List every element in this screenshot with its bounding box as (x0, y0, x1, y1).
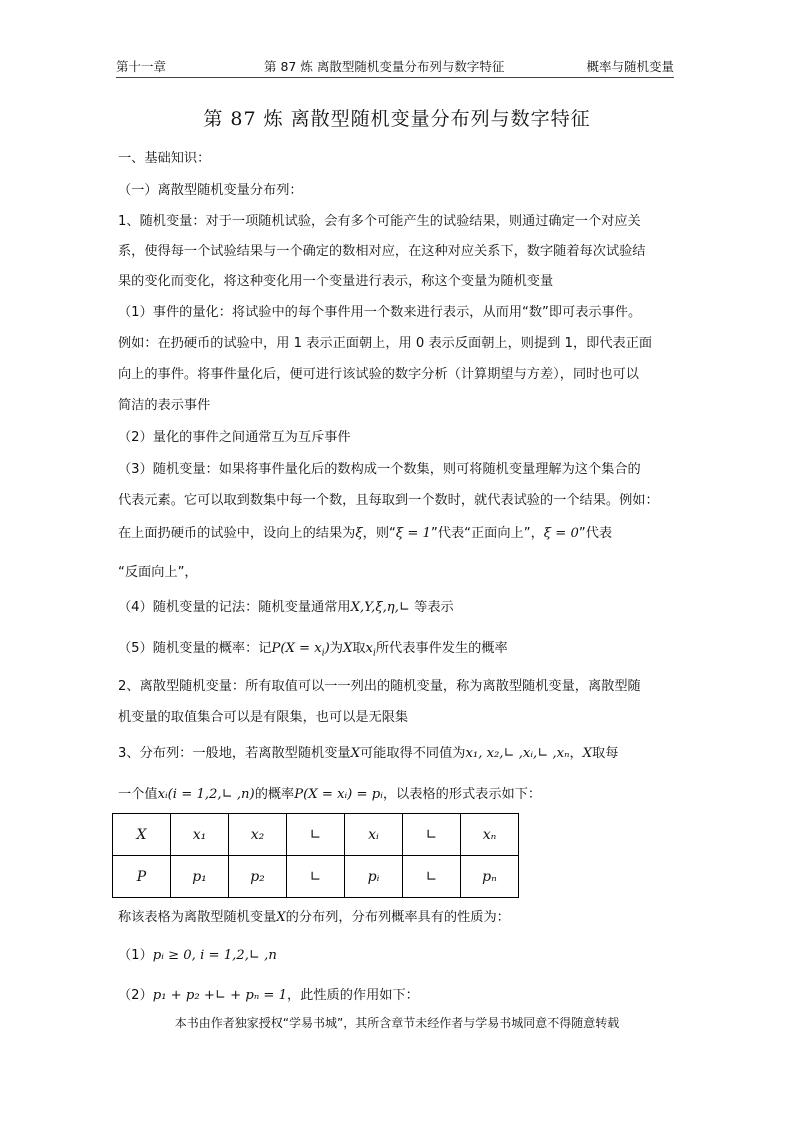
text: 所代表事件发生的概率 (375, 641, 508, 656)
text: 取每 (592, 746, 619, 761)
math-prob-eq: P(X = xᵢ) = pᵢ (294, 787, 383, 802)
table-cell: ∟ (403, 814, 461, 856)
text: ”代表“正面向上”， (430, 526, 544, 541)
math-values: x₁, x₂,∟ ,xᵢ,∟ ,xₙ (465, 746, 570, 761)
distribution-table (112, 813, 519, 898)
paragraph-line: 向上的事件。将事件量化后，便可进行该试验的数字分析（计算期望与方差），同时也可以 (118, 367, 639, 382)
math-x: x (365, 641, 373, 656)
table-cell: x₁ (171, 814, 229, 856)
paragraph-line-with-math (118, 522, 612, 541)
text: ，以表格的形式表示如下： (382, 787, 542, 802)
paragraph-line: 代表元素。它可以取到数集中每一个数，且每取到一个数时，就代表试验的一个结果。例如： (118, 493, 659, 508)
paragraph-line: 例如：在扔硬币的试验中，用 1 表示正面朝上，用 0 表示反面朝上，则提到 1，即代表正面 (118, 336, 653, 351)
math-xi-eq-0: ξ = 0 (543, 526, 579, 541)
paragraph-line: （3）随机变量：如果将事件量化后的数构成一个数集，则可将随机变量理解为这个集合的 (118, 462, 641, 477)
text: 一个值 (118, 787, 158, 802)
paragraph-line-with-math (118, 984, 419, 1003)
table-cell: xₙ (461, 814, 519, 856)
paragraph-line: （2）量化的事件之间通常互为互斥事件 (118, 430, 351, 445)
text: 可能取得不同值为 (359, 746, 466, 761)
table-row (113, 856, 519, 898)
header-chapter: 第十一章 (116, 59, 167, 74)
math-xi-range: xᵢ(i = 1,2,∟ ,n) (157, 787, 255, 802)
math-property-2: p₁ + p₂ +∟ + pₙ = 1 (152, 988, 287, 1003)
math-xi: ξ (355, 526, 363, 541)
text: 的分布列，分布列概率具有的性质为： (285, 910, 510, 925)
table-cell: p₂ (229, 856, 287, 898)
paragraph-line-with-math (118, 944, 277, 963)
text: ，此性质的作用如下： (287, 988, 419, 1003)
paragraph-line: “反面向上”， (118, 565, 198, 580)
math-prob: P(X = x (271, 641, 322, 656)
table-cell: X (113, 814, 171, 856)
paragraph-line: 2、离散型随机变量：所有取值可以一一列出的随机变量，称为离散型随机变量，离散型随 (118, 679, 641, 694)
paragraph-line: 果的变化而变化，将这种变化用一个变量进行表示，称这个变量为随机变量 (118, 274, 554, 289)
text: （4）随机变量的记法：随机变量通常用 (118, 600, 351, 615)
math-property-1: pᵢ ≥ 0, i = 1,2,∟ ,n (152, 948, 277, 963)
math-sub: i (321, 648, 325, 659)
header-section: 第 87 炼 离散型随机变量分布列与数字特征 (264, 59, 505, 74)
table-cell: p₁ (171, 856, 229, 898)
table-cell: ∟ (287, 856, 345, 898)
text: 取 (352, 641, 366, 656)
text: ， (569, 746, 583, 761)
text: （2） (118, 988, 153, 1003)
paragraph-line: （1）事件的量化：将试验中的每个事件用一个数来进行表示，从而用“数”即可表示事件。 (118, 305, 642, 320)
copyright-footer: 本书由作者独家授权“学易书城”，其所含章节未经作者与学易书城同意不得随意转载 (174, 1016, 620, 1030)
table-cell: xᵢ (345, 814, 403, 856)
text: 等表示 (414, 600, 454, 615)
math-paren: ) (324, 641, 330, 656)
text: （1） (118, 948, 153, 963)
table-cell: P (113, 856, 171, 898)
paragraph-line-with-math (118, 742, 618, 761)
text: 3、分布列：一般地，若离散型随机变量 (118, 746, 351, 761)
math-xi-eq-1: ξ = 1 (395, 526, 431, 541)
subheading-distribution: （一）离散型随机变量分布列： (118, 183, 303, 198)
paragraph-line: 简洁的表示事件 (118, 398, 211, 413)
math-variables: X,Y,ξ,η,∟ (350, 600, 410, 615)
text: ”代表 (578, 526, 613, 541)
math-X: X (276, 910, 286, 925)
paragraph-line-with-math (118, 783, 541, 802)
math-X: X (342, 641, 353, 656)
paragraph-line: 系，使得每一个试验结果与一个确定的数相对应，在这种对应关系下，数字随着每次试验结 (118, 244, 646, 259)
text: 的概率 (254, 787, 295, 802)
table-cell: ∟ (287, 814, 345, 856)
table-cell: x₂ (229, 814, 287, 856)
text: 称该表格为离散型随机变量 (118, 910, 277, 925)
paragraph-line-with-math (118, 906, 510, 925)
text: 为 (329, 641, 343, 656)
table-cell: pᵢ (345, 856, 403, 898)
text: ，则“ (362, 526, 396, 541)
header-divider (116, 77, 674, 78)
paragraph-line-with-math (118, 596, 454, 615)
page-header (116, 57, 674, 79)
table-row (113, 814, 519, 856)
text: （5）随机变量的概率：记 (118, 641, 272, 656)
paragraph-line: 机变量的取值集合可以是有限集，也可以是无限集 (118, 710, 409, 725)
table-cell: ∟ (403, 856, 461, 898)
math-sub: i (372, 648, 376, 659)
table-cell: pₙ (461, 856, 519, 898)
math-X: X (582, 746, 593, 761)
heading-basics: 一、基础知识： (118, 151, 211, 166)
page-title: 第 87 炼 离散型随机变量分布列与数字特征 (203, 108, 591, 130)
paragraph-line-with-math (118, 637, 508, 659)
math-X: X (350, 746, 360, 761)
paragraph-line: 1、随机变量：对于一项随机试验，会有多个可能产生的试验结果，则通过确定一个对应关 (118, 214, 641, 229)
text: 在上面扔硬币的试验中，设向上的结果为 (118, 526, 356, 541)
header-topic: 概率与随机变量 (586, 59, 674, 74)
